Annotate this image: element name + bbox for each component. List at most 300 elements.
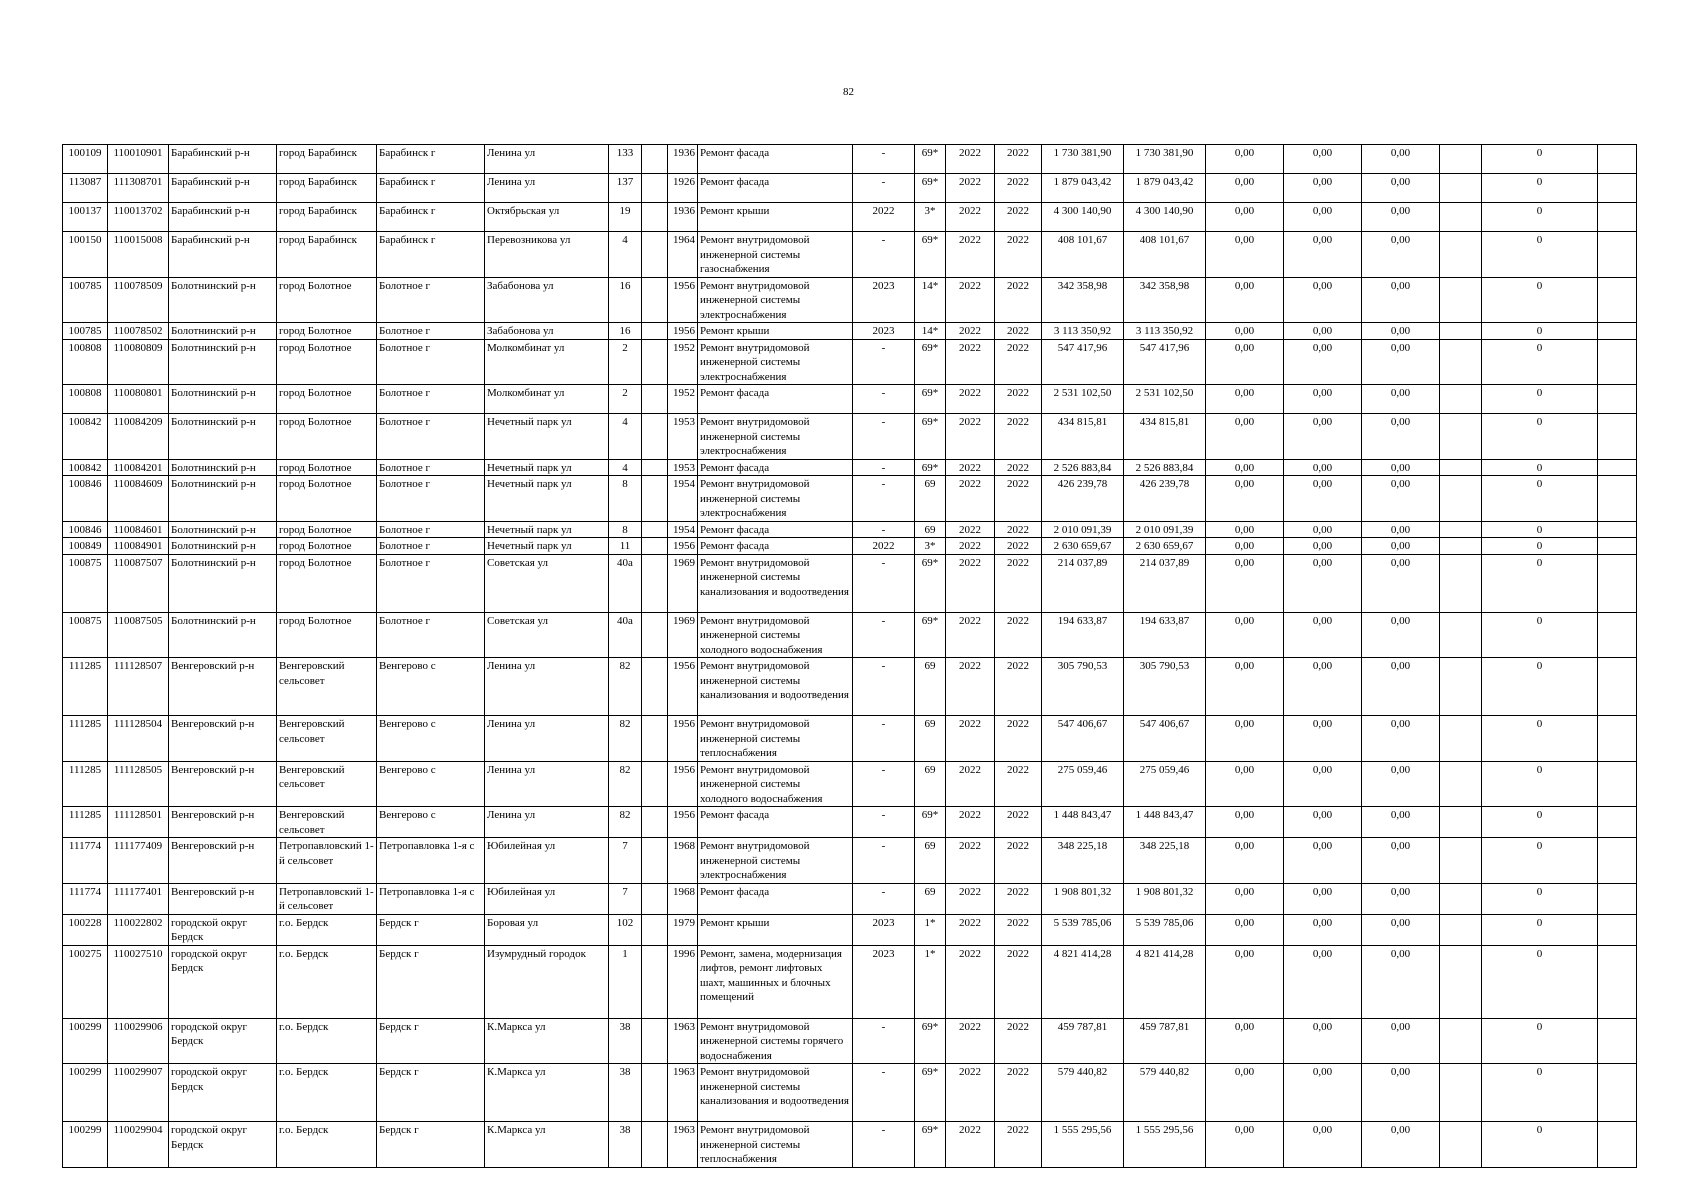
cell-locality: Венгерово с xyxy=(377,716,485,762)
table-row xyxy=(63,203,1637,232)
cell-start: 2022 xyxy=(946,945,995,1018)
cell-plan-year: - xyxy=(853,174,915,203)
cell-v3: 0,00 xyxy=(1362,612,1440,658)
cell-work: Ремонт внутридомовой инженерной системы электроснабжения xyxy=(698,414,853,460)
cell-cost: 1 879 043,42 xyxy=(1042,174,1124,203)
cell-end: 2022 xyxy=(995,459,1042,476)
cell-locality: Болотное г xyxy=(377,612,485,658)
repair-plan-table xyxy=(62,144,1637,1168)
cell-cost: 3 113 350,92 xyxy=(1042,323,1124,340)
cell-locality: Петропавловка 1-я с xyxy=(377,883,485,914)
cell-locality: Болотное г xyxy=(377,414,485,460)
cell-v5: 0 xyxy=(1482,339,1598,385)
cell-street: К.Маркса ул xyxy=(485,1018,609,1064)
cell-year: 1968 xyxy=(668,883,698,914)
cell-municipality: город Болотное xyxy=(277,521,377,538)
cell-year: 1963 xyxy=(668,1122,698,1168)
table-row xyxy=(63,1064,1637,1122)
cell-municipality: Петропавловский 1-й сельсовет xyxy=(277,883,377,914)
cell-v1: 0,00 xyxy=(1206,459,1284,476)
cell-v5: 0 xyxy=(1482,945,1598,1018)
cell-plan-year: - xyxy=(853,459,915,476)
cell-criterion: 69 xyxy=(915,883,946,914)
cell-plan-year: - xyxy=(853,145,915,174)
cell-house: 11 xyxy=(609,538,642,555)
cell-v5: 0 xyxy=(1482,914,1598,945)
cell-v5: 0 xyxy=(1482,1064,1598,1122)
cell-id: 100299 xyxy=(63,1018,108,1064)
cell-code: 111128501 xyxy=(108,807,169,838)
cell-v1: 0,00 xyxy=(1206,1122,1284,1168)
cell-id: 100875 xyxy=(63,554,108,612)
cell-criterion: 69 xyxy=(915,658,946,716)
cell-house: 82 xyxy=(609,716,642,762)
cell-v6 xyxy=(1598,1122,1637,1168)
cell-district: городской округ Бердск xyxy=(169,1018,277,1064)
cell-work: Ремонт внутридомовой инженерной системы электроснабжения xyxy=(698,339,853,385)
cell-criterion: 69* xyxy=(915,145,946,174)
cell-v1: 0,00 xyxy=(1206,385,1284,414)
cell-locality: Венгерово с xyxy=(377,807,485,838)
cell-year: 1956 xyxy=(668,658,698,716)
cell-v5: 0 xyxy=(1482,203,1598,232)
cell-v6 xyxy=(1598,807,1637,838)
cell-v3: 0,00 xyxy=(1362,277,1440,323)
cell-cost: 459 787,81 xyxy=(1042,1018,1124,1064)
cell-v2: 0,00 xyxy=(1284,385,1362,414)
cell-work: Ремонт внутридомовой инженерной системы горячего водоснабжения xyxy=(698,1018,853,1064)
cell-work: Ремонт фасада xyxy=(698,538,853,555)
cell-v6 xyxy=(1598,538,1637,555)
cell-id: 111285 xyxy=(63,716,108,762)
cell-year: 1964 xyxy=(668,232,698,278)
cell-criterion: 69* xyxy=(915,1018,946,1064)
cell-criterion: 3* xyxy=(915,203,946,232)
cell-v3: 0,00 xyxy=(1362,414,1440,460)
cell-start: 2022 xyxy=(946,554,995,612)
cell-v2: 0,00 xyxy=(1284,459,1362,476)
cell-criterion: 14* xyxy=(915,323,946,340)
cell-v4 xyxy=(1440,838,1482,884)
cell-v3: 0,00 xyxy=(1362,203,1440,232)
cell-v1: 0,00 xyxy=(1206,914,1284,945)
cell-v2: 0,00 xyxy=(1284,807,1362,838)
cell-code: 111308701 xyxy=(108,174,169,203)
cell-work: Ремонт крыши xyxy=(698,203,853,232)
cell-start: 2022 xyxy=(946,883,995,914)
cell-plan-year: 2023 xyxy=(853,945,915,1018)
cell-end: 2022 xyxy=(995,807,1042,838)
cell-v4 xyxy=(1440,807,1482,838)
cell-v6 xyxy=(1598,203,1637,232)
cell-work: Ремонт внутридомовой инженерной системы канализования и водоотведения xyxy=(698,1064,853,1122)
cell-municipality: Венгеровский сельсовет xyxy=(277,658,377,716)
table-row xyxy=(63,414,1637,460)
table-row xyxy=(63,1122,1637,1168)
cell-year: 1956 xyxy=(668,716,698,762)
cell-v1: 0,00 xyxy=(1206,277,1284,323)
cell-v5: 0 xyxy=(1482,1122,1598,1168)
cell-end: 2022 xyxy=(995,538,1042,555)
cell-v6 xyxy=(1598,521,1637,538)
cell-id: 111285 xyxy=(63,807,108,838)
cell-v2: 0,00 xyxy=(1284,145,1362,174)
cell-plan-year: - xyxy=(853,1122,915,1168)
cell-work: Ремонт внутридомовой инженерной системы теплоснабжения xyxy=(698,716,853,762)
cell-locality: Болотное г xyxy=(377,538,485,555)
cell-municipality: город Барабинск xyxy=(277,145,377,174)
cell-criterion: 69* xyxy=(915,459,946,476)
cell-v6 xyxy=(1598,174,1637,203)
cell-v5: 0 xyxy=(1482,716,1598,762)
cell-cost: 4 300 140,90 xyxy=(1042,203,1124,232)
cell-id: 100150 xyxy=(63,232,108,278)
cell-year: 1956 xyxy=(668,807,698,838)
cell-v4 xyxy=(1440,1122,1482,1168)
cell-v3: 0,00 xyxy=(1362,883,1440,914)
cell-street: Ленина ул xyxy=(485,761,609,807)
cell-plan-year: - xyxy=(853,716,915,762)
table-row xyxy=(63,385,1637,414)
cell-cost: 1 730 381,90 xyxy=(1042,145,1124,174)
cell-house: 82 xyxy=(609,761,642,807)
cell-id: 100875 xyxy=(63,612,108,658)
cell-fund: 342 358,98 xyxy=(1124,277,1206,323)
cell-v4 xyxy=(1440,761,1482,807)
cell-locality: Барабинск г xyxy=(377,203,485,232)
cell-year: 1968 xyxy=(668,838,698,884)
table-row xyxy=(63,323,1637,340)
cell-plan-year: 2022 xyxy=(853,538,915,555)
cell-work: Ремонт фасада xyxy=(698,459,853,476)
cell-municipality: город Барабинск xyxy=(277,203,377,232)
cell-house: 38 xyxy=(609,1122,642,1168)
cell-municipality: г.о. Бердск xyxy=(277,1122,377,1168)
cell-fund: 5 539 785,06 xyxy=(1124,914,1206,945)
cell-end: 2022 xyxy=(995,145,1042,174)
cell-v3: 0,00 xyxy=(1362,339,1440,385)
cell-street: Нечетный парк ул xyxy=(485,521,609,538)
cell-cost: 4 821 414,28 xyxy=(1042,945,1124,1018)
cell-v3: 0,00 xyxy=(1362,174,1440,203)
cell-locality: Венгерово с xyxy=(377,658,485,716)
cell-end: 2022 xyxy=(995,385,1042,414)
cell-v4 xyxy=(1440,612,1482,658)
table-row xyxy=(63,339,1637,385)
cell-start: 2022 xyxy=(946,476,995,522)
cell-criterion: 69* xyxy=(915,612,946,658)
cell-v3: 0,00 xyxy=(1362,521,1440,538)
cell-v5: 0 xyxy=(1482,658,1598,716)
cell-work: Ремонт внутридомовой инженерной системы канализования и водоотведения xyxy=(698,554,853,612)
cell-street: Юбилейная ул xyxy=(485,883,609,914)
cell-work: Ремонт внутридомовой инженерной системы теплоснабжения xyxy=(698,1122,853,1168)
cell-plan-year: - xyxy=(853,761,915,807)
cell-v5: 0 xyxy=(1482,538,1598,555)
cell-street: Изумрудный городок xyxy=(485,945,609,1018)
cell-v2: 0,00 xyxy=(1284,658,1362,716)
cell-plan-year: 2022 xyxy=(853,203,915,232)
cell-v3: 0,00 xyxy=(1362,761,1440,807)
cell-code: 111177401 xyxy=(108,883,169,914)
cell-v2: 0,00 xyxy=(1284,339,1362,385)
table-row xyxy=(63,174,1637,203)
cell-v5: 0 xyxy=(1482,277,1598,323)
cell-work: Ремонт фасада xyxy=(698,521,853,538)
cell-v1: 0,00 xyxy=(1206,323,1284,340)
cell-v4 xyxy=(1440,521,1482,538)
cell-fund: 547 417,96 xyxy=(1124,339,1206,385)
cell-fund: 305 790,53 xyxy=(1124,658,1206,716)
cell-year: 1954 xyxy=(668,521,698,538)
cell-plan-year: 2023 xyxy=(853,914,915,945)
cell-v6 xyxy=(1598,761,1637,807)
cell-start: 2022 xyxy=(946,807,995,838)
cell-fund: 194 633,87 xyxy=(1124,612,1206,658)
cell-plan-year: - xyxy=(853,1018,915,1064)
cell-fund: 2 531 102,50 xyxy=(1124,385,1206,414)
cell-v4 xyxy=(1440,476,1482,522)
cell-district: Барабинский р-н xyxy=(169,145,277,174)
cell-v2: 0,00 xyxy=(1284,414,1362,460)
cell-v2: 0,00 xyxy=(1284,914,1362,945)
cell-v2: 0,00 xyxy=(1284,232,1362,278)
cell-v3: 0,00 xyxy=(1362,1064,1440,1122)
cell-v2: 0,00 xyxy=(1284,323,1362,340)
cell-house: 7 xyxy=(609,883,642,914)
cell-fund: 3 113 350,92 xyxy=(1124,323,1206,340)
cell-v1: 0,00 xyxy=(1206,538,1284,555)
table-row xyxy=(63,232,1637,278)
cell-fund: 459 787,81 xyxy=(1124,1018,1206,1064)
cell-end: 2022 xyxy=(995,414,1042,460)
cell-locality: Болотное г xyxy=(377,521,485,538)
cell-v6 xyxy=(1598,459,1637,476)
cell-v5: 0 xyxy=(1482,232,1598,278)
cell-id: 100842 xyxy=(63,459,108,476)
cell-street: Молкомбинат ул xyxy=(485,339,609,385)
cell-locality: Бердск г xyxy=(377,1064,485,1122)
cell-v6 xyxy=(1598,914,1637,945)
cell-v5: 0 xyxy=(1482,554,1598,612)
cell-v5: 0 xyxy=(1482,521,1598,538)
cell-criterion: 69* xyxy=(915,1122,946,1168)
cell-municipality: город Болотное xyxy=(277,538,377,555)
cell-district: городской округ Бердск xyxy=(169,1064,277,1122)
cell-id: 111774 xyxy=(63,883,108,914)
cell-v2: 0,00 xyxy=(1284,716,1362,762)
cell-v6 xyxy=(1598,145,1637,174)
cell-plan-year: - xyxy=(853,807,915,838)
table-row xyxy=(63,554,1637,612)
cell-municipality: Венгеровский сельсовет xyxy=(277,807,377,838)
cell-house: 16 xyxy=(609,277,642,323)
cell-year: 1996 xyxy=(668,945,698,1018)
cell-end: 2022 xyxy=(995,232,1042,278)
cell-v2: 0,00 xyxy=(1284,883,1362,914)
cell-year: 1953 xyxy=(668,414,698,460)
cell-code: 111128507 xyxy=(108,658,169,716)
cell-v6 xyxy=(1598,414,1637,460)
cell-v1: 0,00 xyxy=(1206,1018,1284,1064)
cell-end: 2022 xyxy=(995,838,1042,884)
cell-block xyxy=(642,658,668,716)
cell-street: Ленина ул xyxy=(485,658,609,716)
cell-year: 1956 xyxy=(668,761,698,807)
cell-block xyxy=(642,203,668,232)
cell-v6 xyxy=(1598,838,1637,884)
cell-v6 xyxy=(1598,1064,1637,1122)
cell-end: 2022 xyxy=(995,339,1042,385)
cell-plan-year: - xyxy=(853,883,915,914)
cell-criterion: 14* xyxy=(915,277,946,323)
cell-v3: 0,00 xyxy=(1362,945,1440,1018)
cell-district: городской округ Бердск xyxy=(169,1122,277,1168)
cell-criterion: 69* xyxy=(915,807,946,838)
cell-criterion: 1* xyxy=(915,914,946,945)
cell-criterion: 69* xyxy=(915,339,946,385)
cell-house: 1 xyxy=(609,945,642,1018)
cell-criterion: 69 xyxy=(915,761,946,807)
cell-street: Ленина ул xyxy=(485,716,609,762)
cell-criterion: 3* xyxy=(915,538,946,555)
cell-year: 1963 xyxy=(668,1064,698,1122)
table-row xyxy=(63,459,1637,476)
cell-block xyxy=(642,914,668,945)
cell-end: 2022 xyxy=(995,554,1042,612)
cell-cost: 408 101,67 xyxy=(1042,232,1124,278)
cell-code: 110078509 xyxy=(108,277,169,323)
cell-v3: 0,00 xyxy=(1362,1122,1440,1168)
cell-plan-year: - xyxy=(853,521,915,538)
cell-id: 100109 xyxy=(63,145,108,174)
cell-plan-year: - xyxy=(853,612,915,658)
cell-block xyxy=(642,1122,668,1168)
cell-house: 16 xyxy=(609,323,642,340)
cell-code: 110029907 xyxy=(108,1064,169,1122)
cell-block xyxy=(642,277,668,323)
cell-work: Ремонт крыши xyxy=(698,914,853,945)
cell-start: 2022 xyxy=(946,414,995,460)
cell-block xyxy=(642,414,668,460)
cell-id: 100275 xyxy=(63,945,108,1018)
cell-end: 2022 xyxy=(995,945,1042,1018)
cell-v1: 0,00 xyxy=(1206,838,1284,884)
cell-year: 1936 xyxy=(668,203,698,232)
cell-start: 2022 xyxy=(946,459,995,476)
cell-end: 2022 xyxy=(995,1122,1042,1168)
cell-criterion: 69* xyxy=(915,414,946,460)
cell-start: 2022 xyxy=(946,232,995,278)
cell-v3: 0,00 xyxy=(1362,716,1440,762)
cell-municipality: город Болотное xyxy=(277,323,377,340)
cell-cost: 342 358,98 xyxy=(1042,277,1124,323)
cell-cost: 547 406,67 xyxy=(1042,716,1124,762)
cell-start: 2022 xyxy=(946,612,995,658)
table-row xyxy=(63,521,1637,538)
cell-v4 xyxy=(1440,174,1482,203)
cell-year: 1956 xyxy=(668,538,698,555)
cell-v4 xyxy=(1440,538,1482,555)
cell-fund: 4 300 140,90 xyxy=(1124,203,1206,232)
cell-v4 xyxy=(1440,339,1482,385)
cell-district: Болотнинский р-н xyxy=(169,277,277,323)
cell-district: Болотнинский р-н xyxy=(169,554,277,612)
cell-v3: 0,00 xyxy=(1362,658,1440,716)
cell-start: 2022 xyxy=(946,1122,995,1168)
cell-house: 4 xyxy=(609,414,642,460)
cell-cost: 5 539 785,06 xyxy=(1042,914,1124,945)
cell-criterion: 69 xyxy=(915,716,946,762)
cell-district: Болотнинский р-н xyxy=(169,476,277,522)
cell-block xyxy=(642,174,668,203)
cell-start: 2022 xyxy=(946,838,995,884)
cell-work: Ремонт внутридомовой инженерной системы газоснабжения xyxy=(698,232,853,278)
cell-fund: 579 440,82 xyxy=(1124,1064,1206,1122)
cell-end: 2022 xyxy=(995,761,1042,807)
cell-municipality: город Болотное xyxy=(277,476,377,522)
cell-work: Ремонт внутридомовой инженерной системы электроснабжения xyxy=(698,277,853,323)
cell-v5: 0 xyxy=(1482,761,1598,807)
cell-plan-year: 2023 xyxy=(853,323,915,340)
cell-v5: 0 xyxy=(1482,459,1598,476)
cell-cost: 1 555 295,56 xyxy=(1042,1122,1124,1168)
cell-id: 100299 xyxy=(63,1122,108,1168)
cell-cost: 214 037,89 xyxy=(1042,554,1124,612)
cell-v2: 0,00 xyxy=(1284,203,1362,232)
cell-v6 xyxy=(1598,323,1637,340)
cell-municipality: г.о. Бердск xyxy=(277,1064,377,1122)
cell-v3: 0,00 xyxy=(1362,385,1440,414)
cell-locality: Бердск г xyxy=(377,914,485,945)
cell-end: 2022 xyxy=(995,323,1042,340)
cell-v1: 0,00 xyxy=(1206,521,1284,538)
cell-criterion: 69 xyxy=(915,476,946,522)
cell-start: 2022 xyxy=(946,716,995,762)
cell-house: 38 xyxy=(609,1064,642,1122)
cell-code: 110087507 xyxy=(108,554,169,612)
cell-v6 xyxy=(1598,554,1637,612)
cell-code: 110084609 xyxy=(108,476,169,522)
cell-id: 100785 xyxy=(63,323,108,340)
cell-end: 2022 xyxy=(995,476,1042,522)
cell-cost: 1 448 843,47 xyxy=(1042,807,1124,838)
cell-id: 113087 xyxy=(63,174,108,203)
cell-house: 102 xyxy=(609,914,642,945)
cell-block xyxy=(642,716,668,762)
cell-v6 xyxy=(1598,339,1637,385)
cell-plan-year: - xyxy=(853,414,915,460)
cell-criterion: 69* xyxy=(915,554,946,612)
cell-v1: 0,00 xyxy=(1206,883,1284,914)
cell-v2: 0,00 xyxy=(1284,1018,1362,1064)
cell-start: 2022 xyxy=(946,277,995,323)
cell-municipality: Венгеровский сельсовет xyxy=(277,716,377,762)
cell-district: городской округ Бердск xyxy=(169,945,277,1018)
cell-year: 1952 xyxy=(668,385,698,414)
cell-fund: 1 448 843,47 xyxy=(1124,807,1206,838)
cell-code: 110022802 xyxy=(108,914,169,945)
cell-fund: 2 630 659,67 xyxy=(1124,538,1206,555)
cell-work: Ремонт фасада xyxy=(698,883,853,914)
cell-block xyxy=(642,554,668,612)
cell-cost: 2 010 091,39 xyxy=(1042,521,1124,538)
cell-v5: 0 xyxy=(1482,174,1598,203)
cell-cost: 426 239,78 xyxy=(1042,476,1124,522)
cell-fund: 214 037,89 xyxy=(1124,554,1206,612)
cell-street: Ленина ул xyxy=(485,145,609,174)
cell-work: Ремонт фасада xyxy=(698,807,853,838)
